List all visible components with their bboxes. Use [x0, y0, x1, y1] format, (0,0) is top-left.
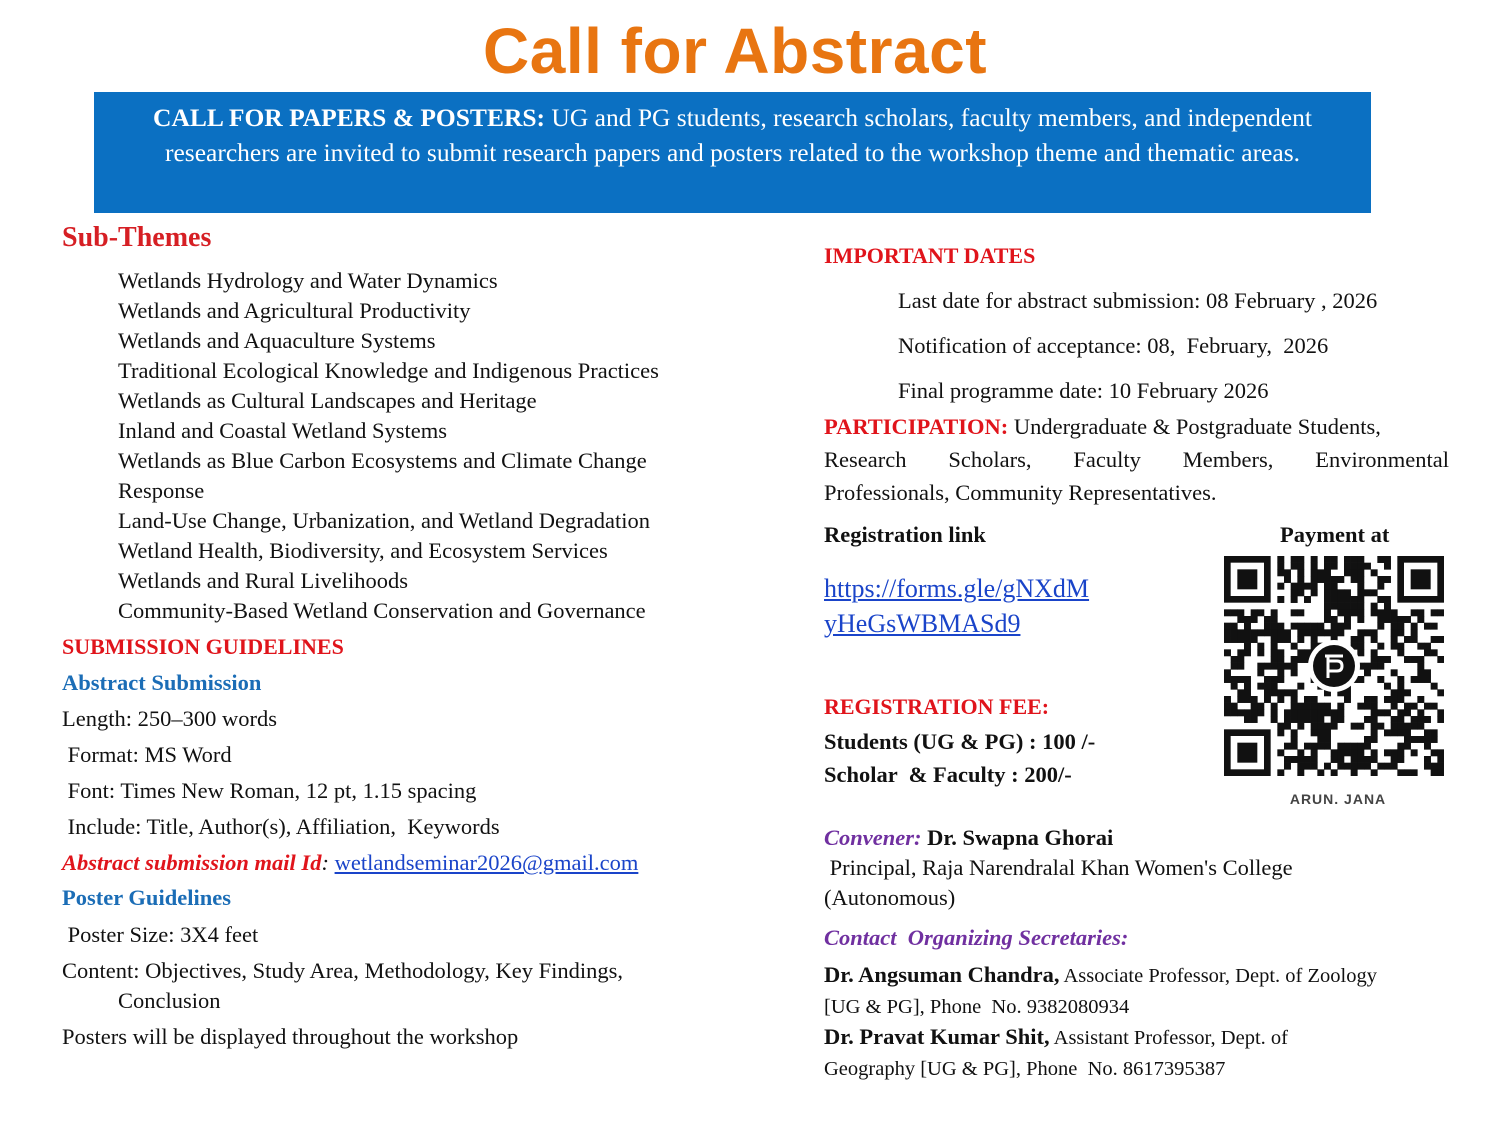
list-item: Response [118, 478, 205, 503]
secretary-2-name: Dr. Pravat Kumar Shit, [824, 1024, 1050, 1049]
payment-qr-code [1224, 556, 1444, 776]
participation-line [824, 412, 1450, 442]
list-item: Wetlands and Rural Livelihoods [118, 568, 409, 593]
participation-line-3: Professionals, Community Representatives. [824, 480, 1217, 505]
convener-label: Convener: [824, 825, 922, 850]
secretary-1-name: Dr. Angsuman Chandra, [824, 962, 1060, 987]
last-date-text: Last date for abstract submission: 08 February , 2026 [898, 288, 1378, 313]
list-item: Community-Based Wetland Conservation and Governance [118, 598, 646, 623]
length-text: Length: 250–300 words [62, 706, 277, 731]
secretary-2-role: Assistant Professor, Dept. of [1049, 1027, 1288, 1049]
call-for-papers-banner [94, 92, 1371, 213]
fee-students: Students (UG & PG) : 100 /- [824, 729, 1096, 754]
include-text: Include: Title, Author(s), Affiliation, Keywords [62, 814, 500, 839]
fee-scholar-faculty: Scholar & Faculty : 200/- [824, 762, 1072, 787]
format-text: Format: MS Word [62, 742, 232, 767]
qr-caption: ARUN. JANA [1289, 791, 1387, 807]
convener-name: Dr. Swapna Ghorai [921, 825, 1114, 850]
list-item: Wetlands Hydrology and Water Dynamics [118, 268, 498, 293]
list-item: Land-Use Change, Urbanization, and Wetland Degradation [118, 508, 650, 533]
list-item: Inland and Coastal Wetland Systems [118, 418, 447, 443]
mail-label: Abstract submission mail Id [62, 850, 322, 875]
list-item: Wetlands as Cultural Landscapes and Heritage [118, 388, 537, 413]
participation-text: Undergraduate & Postgraduate Students, [1008, 414, 1381, 439]
participation-word: Research [824, 447, 907, 472]
contact-heading: Contact Organizing Secretaries: [824, 925, 1129, 950]
secretary-2-contact: Geography [UG & PG], Phone No. 8617395387 [824, 1058, 1226, 1080]
convener-line [824, 823, 1113, 853]
list-item: Wetlands and Agricultural Productivity [118, 298, 471, 323]
sub-themes-heading: Sub-Themes [62, 222, 212, 253]
payment-label: Payment at [1280, 522, 1390, 547]
participation-word: Scholars, [948, 447, 1032, 472]
submission-guidelines-heading: SUBMISSION GUIDELINES [62, 634, 344, 659]
mail-colon: : [321, 850, 335, 875]
content-text-continued: Conclusion [118, 988, 221, 1013]
banner-lead: CALL FOR PAPERS & POSTERS: [153, 103, 546, 132]
secretary-1-contact: [UG & PG], Phone No. 9382080934 [824, 996, 1130, 1018]
secretary-1-line [824, 960, 1377, 991]
mail-line [62, 848, 638, 878]
qr-code-image [1224, 556, 1444, 776]
important-dates-heading: IMPORTANT DATES [824, 243, 1036, 268]
mail-link[interactable]: wetlandseminar2026@gmail.com [334, 850, 639, 875]
participation-label: PARTICIPATION: [824, 414, 1009, 439]
participation-line-2 [824, 445, 1449, 475]
registration-link-label: Registration link [824, 522, 986, 547]
abstract-submission-heading: Abstract Submission [62, 670, 262, 695]
posters-displayed-text: Posters will be displayed throughout the workshop [62, 1024, 519, 1049]
poster-guidelines-heading: Poster Guidelines [62, 885, 231, 910]
sub-themes-list [118, 266, 659, 626]
secretary-1-role: Associate Professor, Dept. of Zoology [1059, 965, 1377, 987]
notification-date-text: Notification of acceptance: 08, February, 2026 [898, 333, 1329, 358]
list-item: Wetland Health, Biodiversity, and Ecosystem Services [118, 538, 608, 563]
convener-title-continued: (Autonomous) [824, 885, 956, 910]
content-text: Content: Objectives, Study Area, Methodology, Key Findings, [62, 958, 623, 983]
registration-link-part2[interactable]: yHeGsWBMASd9 [824, 609, 1021, 638]
list-item: Wetlands as Blue Carbon Ecosystems and Climate Change [118, 448, 647, 473]
font-text: Font: Times New Roman, 12 pt, 1.15 spacing [62, 778, 477, 803]
poster-size-text: Poster Size: 3X4 feet [62, 922, 259, 947]
final-date-text: Final programme date: 10 February 2026 [898, 378, 1269, 403]
convener-title: Principal, Raja Narendralal Khan Women's College [824, 855, 1293, 880]
list-item: Wetlands and Aquaculture Systems [118, 328, 436, 353]
participation-word: Members, [1182, 447, 1274, 472]
list-item: Traditional Ecological Knowledge and Indigenous Practices [118, 358, 659, 383]
registration-link[interactable] [824, 571, 1089, 641]
participation-word: Faculty [1073, 447, 1141, 472]
banner-text: UG and PG students, research scholars, faculty members, and independent researchers are invited to submit research papers and posters related to the workshop theme and thematic areas. [164, 103, 1312, 167]
page-title: Call for Abstract [483, 15, 987, 87]
registration-link-part1[interactable]: https://forms.gle/gNXdM [824, 574, 1090, 603]
registration-fee-heading: REGISTRATION FEE: [824, 694, 1050, 719]
participation-word: Environmental [1315, 447, 1449, 472]
secretary-2-line [824, 1022, 1288, 1053]
